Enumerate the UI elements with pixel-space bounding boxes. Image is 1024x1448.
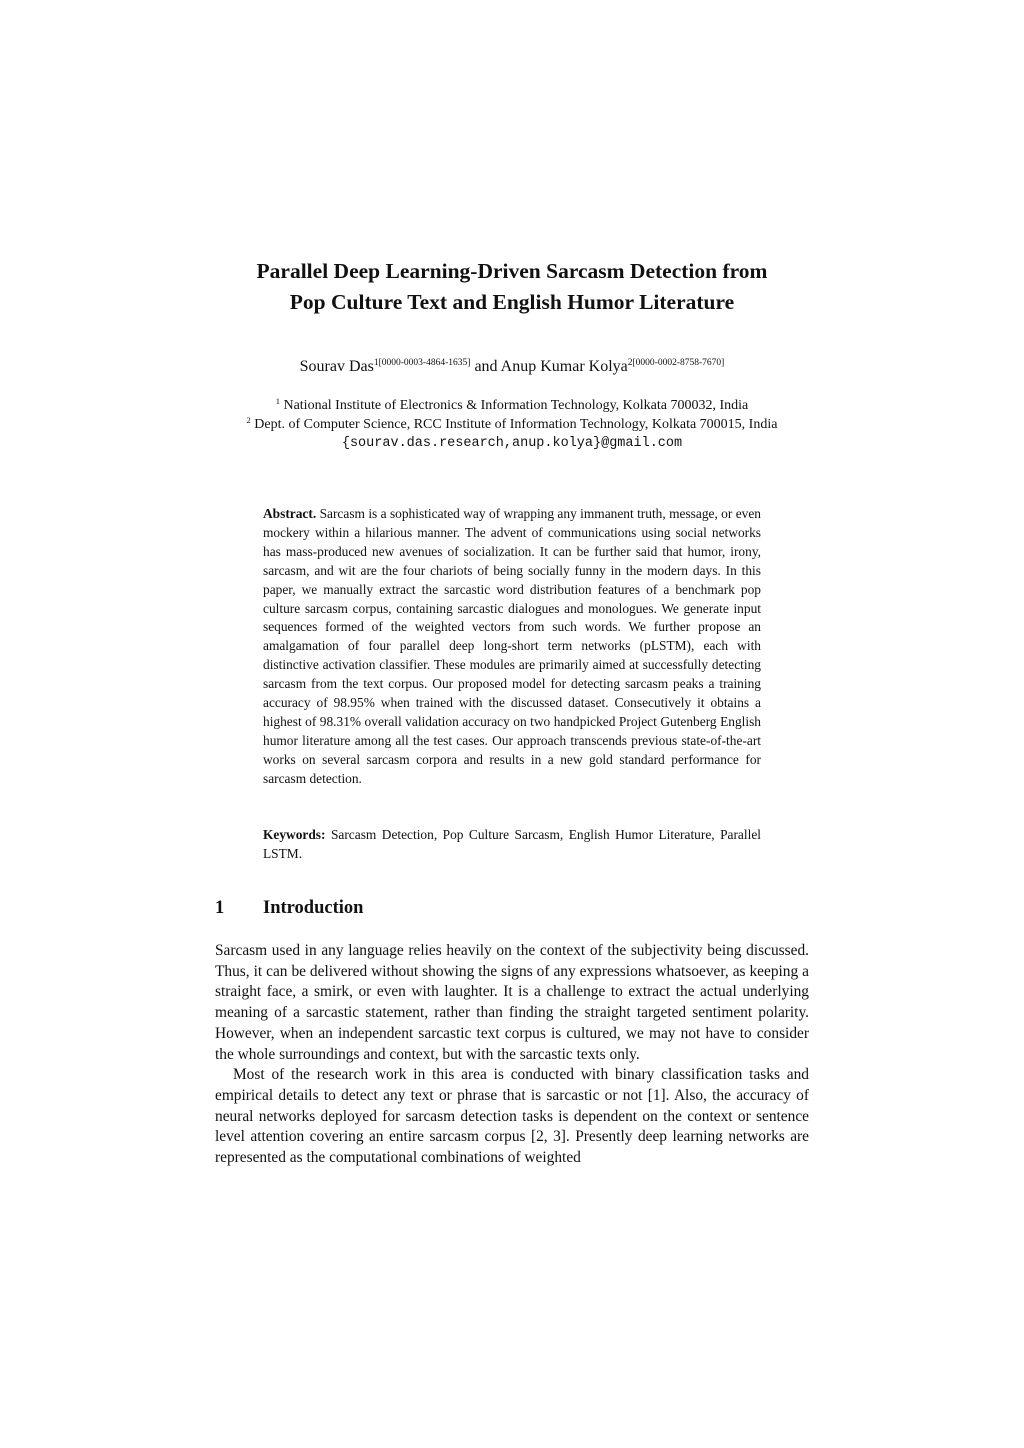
- abstract-text: Sarcasm is a sophisticated way of wrapping any immanent truth, message, or even mockery within a hilarious manner. The advent of communications using social networks has mass-produced new avenues of socialization. It can be further said that humor, irony, sarcasm, and wit are the four chariots of being socially funny in the modern days. In this paper, we manually extract the sarcastic word distribution features of a benchmark pop culture sarcasm corpus, containing sarcastic dialogues and monologues. We generate input sequences formed of the weighted vectors from such words. We further propose an amalgamation of four parallel deep long-short term networks (pLSTM), each with distinctive activation classifier. These modules are primarily aimed at successfully detecting sarcasm from the text corpus. Our proposed model for detecting sarcasm peaks a training accuracy of 98.95% when trained with the discussed dataset. Consecutively it obtains a highest of 98.31% overall validation accuracy on two handpicked Project Gutenberg English humor literature among all the test cases. Our approach transcends previous state-of-the-art works on several sarcasm corpora and results in a new gold standard performance for sarcasm detection.: [263, 506, 761, 786]
- affiliation-2-text: Dept. of Computer Science, RCC Institute of Information Technology, Kolkata 700015, India: [254, 417, 778, 432]
- author-1-name: Sourav Das: [299, 358, 374, 375]
- abstract-label: Abstract.: [263, 506, 317, 521]
- affiliation-2-number: 2: [246, 415, 251, 425]
- author-emails: {sourav.das.research,anup.kolya}@gmail.com: [341, 436, 683, 451]
- title-line-1: Parallel Deep Learning-Driven Sarcasm Detection from: [256, 259, 768, 283]
- author-connector: and: [474, 358, 498, 375]
- introduction-paragraph-1: Sarcasm used in any language relies heavily on the context of the subjectivity being discussed. Thus, it can be delivered without showing the signs of any expressions whatsoever, as keeping a straight face, a smirk, or even with laughter. It is a challenge to extract the actual underlying meaning of a sarcastic statement, rather than finding the straight targeted sentiment polarity. However, when an independent sarcastic text corpus is cultured, we may not have to consider the whole surroundings and context, but with the sarcastic texts only.: [215, 942, 809, 1063]
- author-2-orcid: 2[0000-0002-8758-7670]: [627, 358, 725, 368]
- introduction-paragraph-2: Most of the research work in this area is conducted with binary classification tasks and empirical details to detect any text or phrase that is sarcastic or not [1]. Also, the accuracy of neural networks deployed for sarcasm detection tasks is dependent on the context or sentence level attention covering an entire sarcasm corpus [2, 3]. Presently deep learning networks are represented as the computational combinations of weighted: [215, 1066, 809, 1167]
- affiliation-1-text: National Institute of Electronics & Information Technology, Kolkata 700032, India: [283, 398, 749, 413]
- section-title: Introduction: [263, 898, 364, 918]
- abstract: [263, 505, 761, 789]
- keywords-label: Keywords:: [263, 827, 326, 842]
- paper-title: [150, 256, 874, 318]
- author-2-name: Anup Kumar Kolya: [500, 358, 628, 375]
- affiliation-1-number: 1: [275, 396, 280, 406]
- author-list: [150, 356, 874, 378]
- author-1-orcid: 1[0000-0003-4864-1635]: [373, 358, 471, 368]
- affiliations: [150, 396, 874, 453]
- title-line-2: Pop Culture Text and English Humor Literature: [289, 290, 735, 314]
- keywords-text: Sarcasm Detection, Pop Culture Sarcasm, English Humor Literature, Parallel LSTM.: [263, 827, 761, 861]
- affiliation-1: [150, 396, 874, 415]
- section-number: 1: [215, 898, 225, 918]
- affiliation-2: [150, 415, 874, 434]
- keywords: [263, 826, 761, 864]
- introduction-body: [215, 941, 809, 1169]
- section-heading-introduction: [215, 896, 809, 920]
